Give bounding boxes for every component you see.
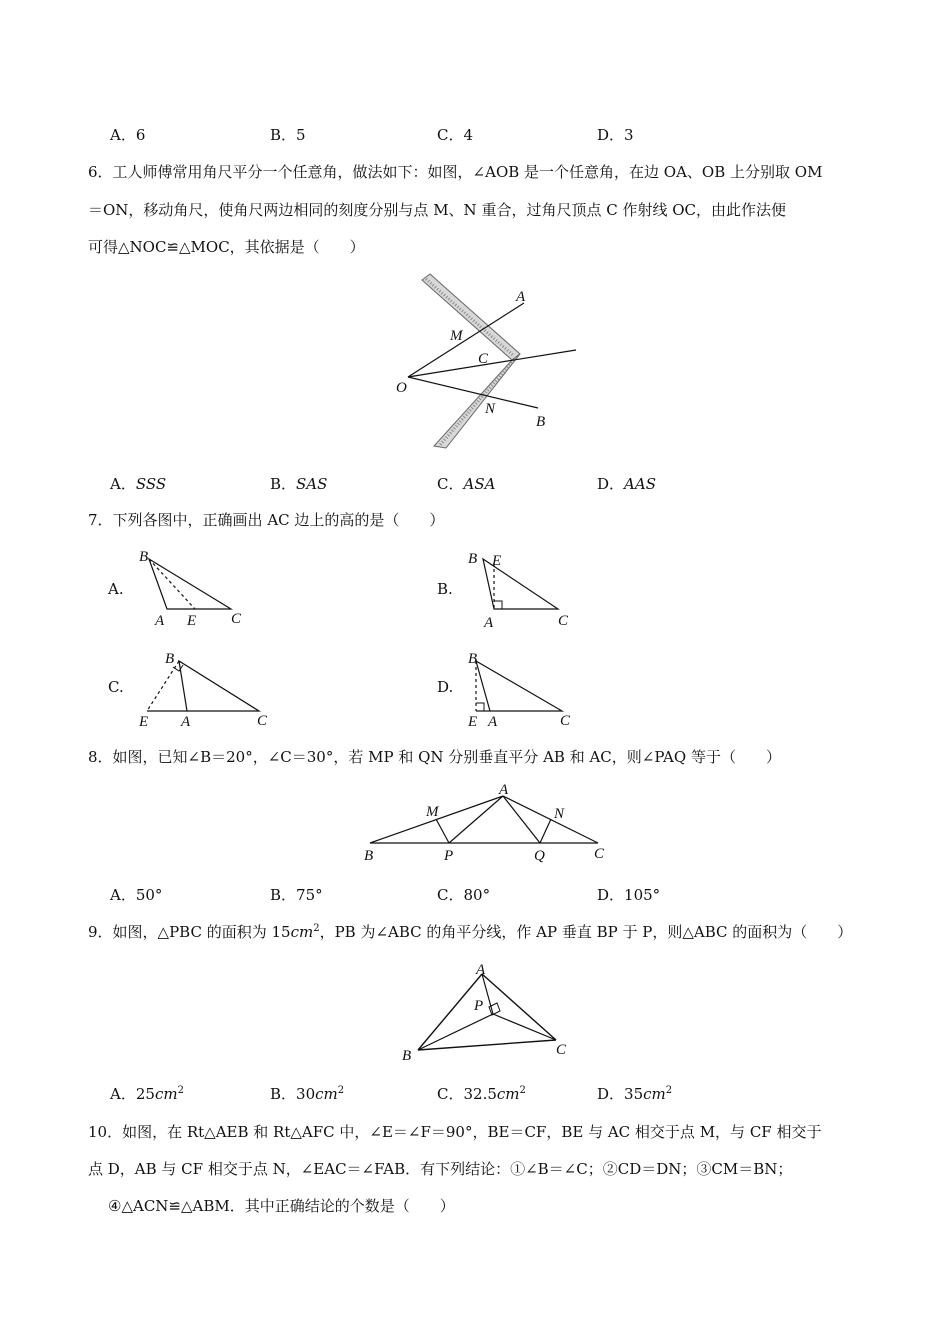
q7-option-d-label[interactable]: D. (437, 678, 454, 696)
q10-stem-line2: 点 D，AB 与 CF 相交于点 N，∠EAC＝∠FAB．有下列结论：①∠B＝∠C；②CD＝DN；③CM＝BN； (88, 1160, 793, 1178)
label-b: B (468, 651, 478, 667)
q7-stem: 7．下列各图中，正确画出 AC 边上的高的是（ ） (88, 511, 445, 529)
q7-figure-b (462, 547, 577, 629)
label-n: N (485, 401, 496, 417)
label-b: B (165, 651, 175, 667)
q6-figure (380, 270, 590, 455)
label-b: B (364, 848, 374, 864)
q8-figure (360, 778, 610, 866)
label-n: N (554, 806, 565, 822)
q6-option-b[interactable]: B．SAS (270, 475, 328, 493)
label-a: A (516, 289, 526, 305)
q10-stem-line1: 10．如图，在 Rt△AEB 和 Rt△AFC 中，∠E＝∠F＝90°，BE＝CF，BE 与 AC 相交于点 M，与 CF 相交于 (88, 1123, 822, 1141)
label-c: C (556, 1042, 567, 1058)
label-a: A (181, 714, 191, 729)
q9-option-b[interactable]: B．$30cm^2$ (270, 1085, 345, 1103)
q7-option-b-label[interactable]: B. (437, 580, 453, 598)
q6-option-a[interactable]: A．SSS (110, 475, 167, 493)
label-a: A (155, 613, 165, 629)
q10-stem-line3: ④△ACN≌△ABM．其中正确结论的个数是（ ） (108, 1197, 455, 1215)
q6-stem-line1: 6．工人师傅常用角尺平分一个任意角，做法如下：如图，∠AOB 是一个任意角，在边 OA、OB 上分别取 OM (88, 163, 823, 181)
label-c: C (560, 713, 571, 729)
label-m: M (426, 804, 439, 820)
label-c: C (257, 713, 268, 729)
label-a: A (484, 615, 494, 629)
label-q: Q (534, 848, 545, 864)
q8-option-b[interactable]: B．75° (270, 886, 323, 904)
q7-option-a-label[interactable]: A. (108, 580, 124, 598)
q8-option-c[interactable]: C．80° (437, 886, 491, 904)
q9-figure (398, 960, 578, 1065)
q5-option-c[interactable]: C．4 (437, 126, 474, 144)
label-b: B (402, 1048, 412, 1064)
label-e: E (187, 613, 197, 629)
label-o: O (396, 380, 407, 396)
q5-option-b[interactable]: B．5 (270, 126, 306, 144)
label-e: E (468, 714, 478, 729)
label-c: C (231, 611, 242, 627)
label-b: B (139, 549, 149, 565)
q9-option-a[interactable]: A．$25cm^2$ (110, 1085, 184, 1103)
q9-option-d[interactable]: D．$35cm^2$ (597, 1085, 673, 1103)
q8-option-d[interactable]: D．105° (597, 886, 661, 904)
label-p: P (474, 998, 484, 1014)
q6-option-d[interactable]: D．AAS (597, 475, 656, 493)
label-a: A (476, 962, 486, 978)
q8-option-a[interactable]: A．50° (110, 886, 163, 904)
label-e: E (139, 714, 149, 729)
label-a: A (499, 782, 509, 798)
q7-figure-d (462, 647, 582, 729)
q7-option-c-label[interactable]: C. (108, 678, 124, 696)
q9-stem: 9．如图，△PBC 的面积为 $15cm^2$，PB 为∠ABC 的角平分线，作 AP 垂直 BP 于 P，则△ABC 的面积为（ ） (88, 923, 853, 941)
q6-stem-line3: 可得△NOC≌△MOC，其依据是（ ） (88, 238, 365, 256)
label-c: C (594, 846, 605, 862)
q7-figure-c (135, 647, 275, 729)
label-c: C (478, 351, 489, 367)
q5-option-a[interactable]: A．6 (110, 126, 146, 144)
label-b: B (536, 414, 546, 430)
q6-option-c[interactable]: C．ASA (437, 475, 496, 493)
q7-figure-a (135, 547, 250, 629)
q8-stem: 8．如图，已知∠B＝20°，∠C＝30°，若 MP 和 QN 分别垂直平分 AB 和 AC，则∠PAQ 等于（ ） (88, 748, 781, 766)
label-b: B (468, 551, 478, 567)
q9-option-c[interactable]: C．$32.5cm^2$ (437, 1085, 526, 1103)
ray-oc (408, 350, 576, 377)
set-square-upper (422, 274, 520, 360)
label-p: P (444, 848, 454, 864)
label-m: M (450, 328, 463, 344)
q5-option-d[interactable]: D．3 (597, 126, 634, 144)
label-c: C (558, 613, 569, 629)
label-e: E (492, 553, 502, 569)
q6-stem-line2: ＝ON，移动角尺，使角尺两边相同的刻度分别与点 M、N 重合，过角尺顶点 C 作射线 OC，由此作法便 (88, 201, 787, 219)
label-a: A (488, 714, 498, 729)
